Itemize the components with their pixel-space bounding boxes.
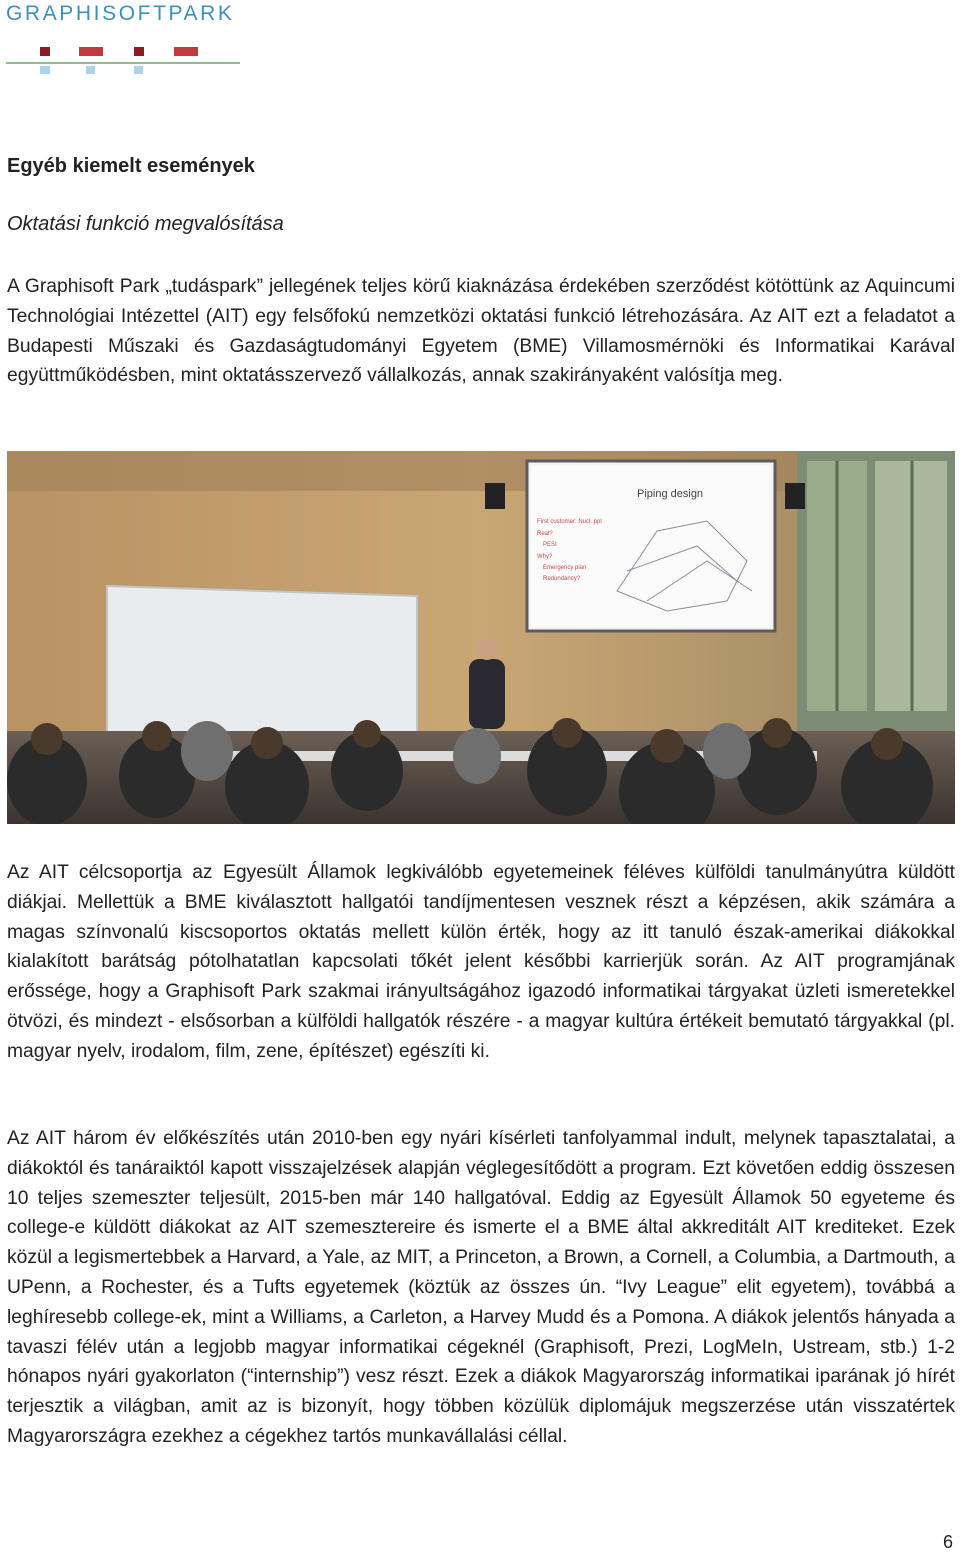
slide-title: Piping design (637, 488, 704, 500)
logo-wordmark: GRAPHISOFTPARK (6, 2, 235, 25)
paragraph-history: Az AIT három év előkészítés után 2010-ben egy nyári kísérleti tanfolyammal indult, melynek tapasztalatai, a diákoktól és tanáraiktól kapott visszajelzések alapján véglegesítődött a program. Ezt követően eddig összesen 10 teljes szemeszter teljesült, 2015-ben már 140 hallgatóval. Eddig az Egyesült Államok 50 egyeteme és college-e küldött diákokat az AIT szemesztereire és ismerte el a BME által akkreditált AIT krediteket. Ezek közül a legismertebbek a Harvard, a Yale, az MIT, a Princeton, a Brown, a Cornell, a Columbia, a Dartmouth, a UPenn, a Rochester, és a Tufts egyetemek (köztük az összes ún. “Ivy League” elit egyetem), továbbá a leghíresebb college-ek, mint a Williams, a Carleton, a Harvey Mudd és a Pomona. A diákok jelentős hányada a tavaszi félév után a legjobb magyar informatikai cégeknél (Graphisoft, Prezi, LogMeIn, Ustream, stb.) 1-2 hónapos nyári gyakorlaton (“internship”) vesz részt. Ezek a diákok Magyarország informatikai iparának jó hírét terjesztik a világban, amit az is bizonyít, hogy többen közülük diplomájuk megszerzése után visszatértek Magyarországra ezekhez a cégekhez tartós munkavállalási céllal. (7, 1128, 955, 1447)
section-subtitle: Oktatási funkció megvalósítása (7, 213, 284, 235)
slide-bullet-2: Real? (537, 531, 553, 537)
logo-squares-icon (6, 0, 246, 86)
section-title: Egyéb kiemelt események (7, 155, 255, 177)
slide-bullet-3: PESI (543, 542, 557, 548)
slide-bullet-5: Emergency plan (543, 565, 587, 571)
slide-bullet-1: First customer: Nucl. ppl (537, 519, 602, 525)
graphisoft-park-logo (6, 0, 246, 86)
paragraph-intro: A Graphisoft Park „tudáspark” jellegének teljes körű kiaknázása érdekében szerződést kötöttünk az Aquincumi Technológiai Intézettel (AIT) egy felsőfokú nemzetközi oktatási funkció létrehozására. Az AIT ezt a feladatot a Budapesti Műszaki és Gazdaságtudományi Egyetem (BME) Villamosmérnöki és Informatikai Karával együttműködésben, mint oktatásszervező vállalkozás, annak szakirányaként valósítja meg. (7, 276, 955, 387)
slide-bullet-4: Why? (537, 554, 553, 560)
classroom-photo (7, 451, 955, 824)
paragraph-target-group: Az AIT célcsoportja az Egyesült Államok legkiválóbb egyetemeinek féléves külföldi tanulmányútra küldött diákjai. Mellettük a BME kiválasztott hallgatói tandíjmentesen vesznek részt a képzésen, akik számára a magas színvonalú kiscsoportos oktatás mellett külön érték, hogy az itt tanuló észak-amerikai diákokkal kialakított barátság pótolhatatlan kapcsolati tőkét jelent későbbi karrierjük során. Az AIT programjának erőssége, hogy a Graphisoft Park szakmai irányultságához igazodó informatikai tárgyakat üzleti ismeretekkel ötvözi, és mindezt - elsősorban a külföldi hallgatók részére - a magyar kultúra értékeit bemutató tárgyakkal (pl. magyar nyelv, irodalom, film, zene, építészet) egészíti ki. (7, 862, 955, 1062)
slide-bullet-6: Redundancy? (543, 576, 581, 582)
page-number: 6 (942, 1532, 953, 1552)
